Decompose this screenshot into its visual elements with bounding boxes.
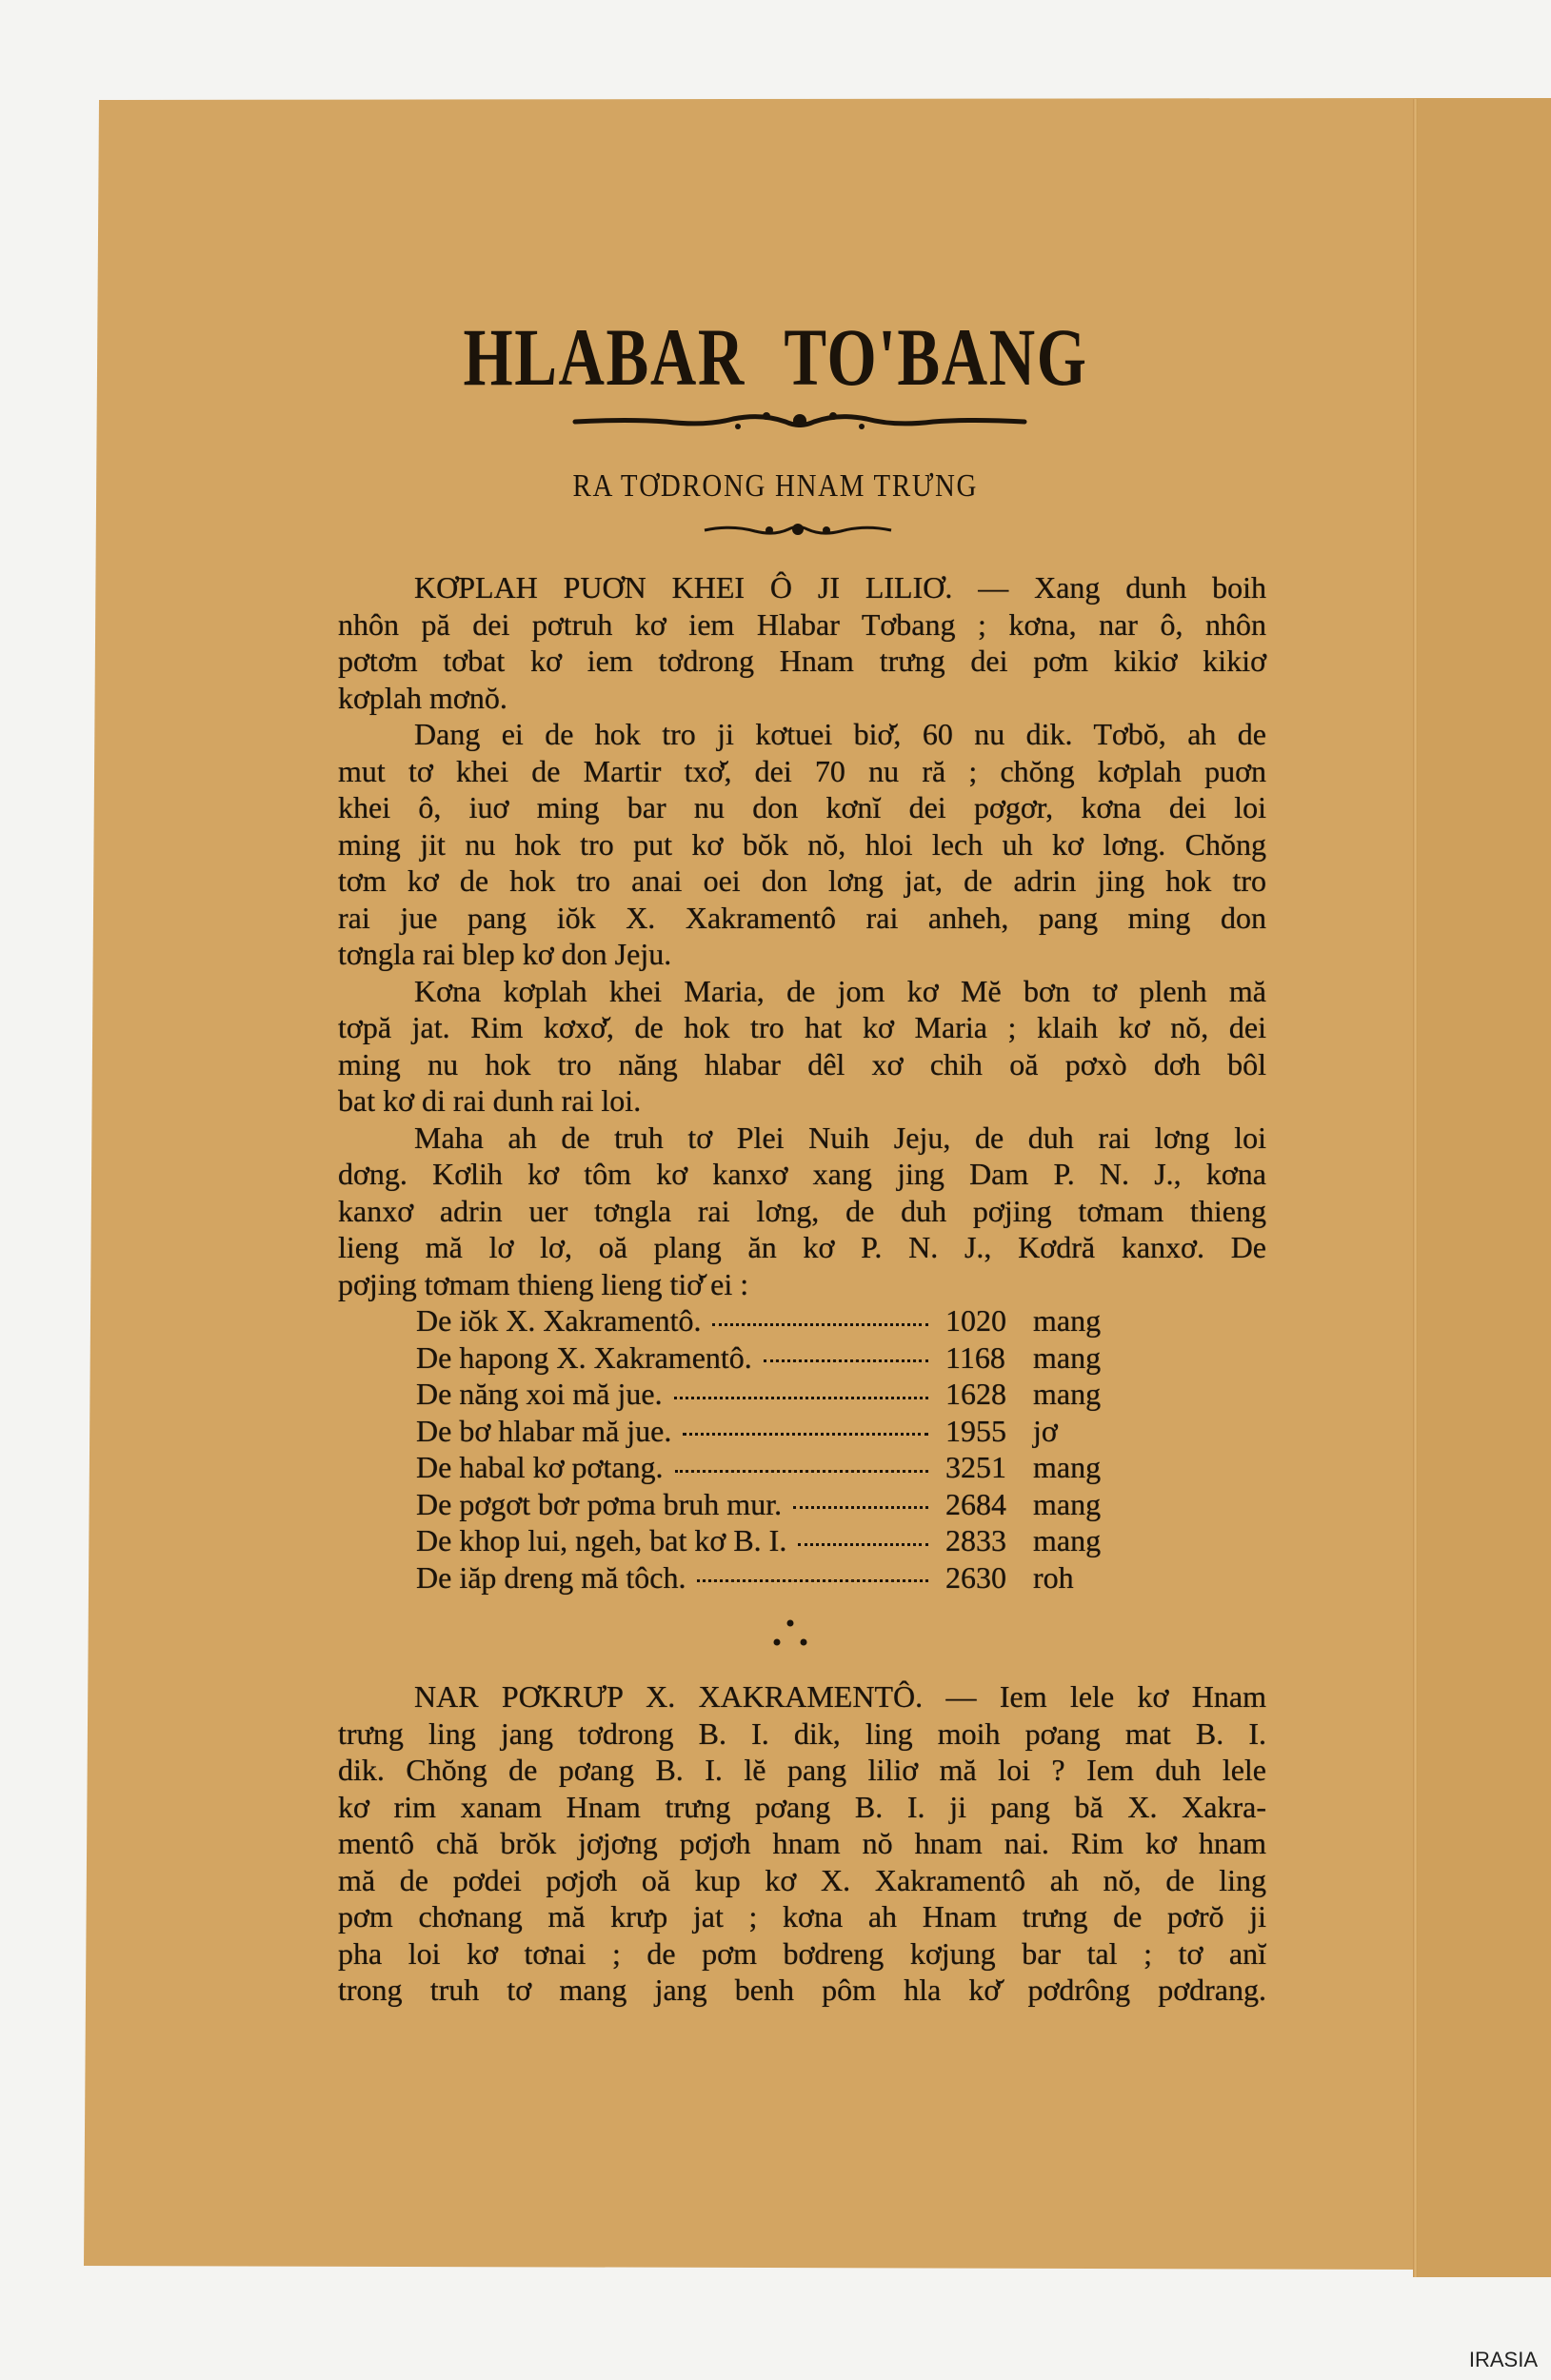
text-line: KƠPLAH PUƠN KHEI Ô JI LILIƠ. — Xang dunh boih bbox=[414, 570, 1266, 605]
table-row bbox=[338, 1486, 1195, 1523]
table-row bbox=[338, 1339, 1195, 1377]
dot-leader bbox=[764, 1352, 928, 1362]
text-line: trưng ling jang tơdrong B. I. dik, ling moih pơang mat B. I. bbox=[338, 1716, 1266, 1751]
table-row bbox=[338, 1449, 1195, 1486]
dot-leader bbox=[674, 1389, 928, 1399]
text-line: ming nu hok tro năng hlabar dêl xơ chih oă pơxò dơh bôl bbox=[338, 1046, 1266, 1081]
row-count: 1955 bbox=[945, 1413, 1006, 1448]
ornament-divider-large bbox=[571, 407, 1028, 436]
dot-leader bbox=[793, 1498, 928, 1509]
row-label: De habal kơ pơtang. bbox=[416, 1450, 664, 1484]
row-count: 1020 bbox=[945, 1303, 1006, 1338]
paragraph bbox=[338, 973, 1266, 1120]
subtitle-text: RA TƠDRONG HNAM TRƯNG bbox=[572, 468, 979, 504]
row-count: 2630 bbox=[945, 1559, 1006, 1595]
dot-leader bbox=[798, 1536, 928, 1546]
row-count: 1168 bbox=[945, 1339, 1005, 1375]
row-label: De khop lui, ngeh, bat kơ B. I. bbox=[416, 1523, 787, 1557]
page-fold bbox=[1413, 99, 1418, 2277]
ornament-divider-small bbox=[703, 519, 893, 542]
row-label: De hapong X. Xakramentô. bbox=[416, 1339, 752, 1375]
row-label: De bơ hlabar mă jue. bbox=[416, 1413, 672, 1448]
text-line: kơ rim xanam Hnam trưng pơang B. I. ji pang bă X. Xakra- bbox=[338, 1789, 1266, 1824]
watermark: IRASIA bbox=[1468, 2348, 1538, 2371]
text-line: ming jit nu hok tro put kơ bŏk nŏ, hloi lech uh kơ lơng. Chŏng bbox=[338, 826, 1266, 862]
row-count: 1628 bbox=[945, 1377, 1006, 1411]
dot-leader bbox=[697, 1572, 928, 1582]
text-line: dơng. Kơlih kơ tôm kơ kanxơ xang jing Dam P. N. J., kơna bbox=[338, 1157, 1266, 1191]
section-body-1 bbox=[338, 569, 1266, 1596]
row-unit: mang bbox=[1033, 1303, 1102, 1338]
text-line: khei ô, iuơ ming bar nu don kơnĭ dei pơgơr, kơna dei loi bbox=[338, 790, 1266, 824]
text-line: tơm kơ de hok tro anai oei don lơng jat, de adrin jing hok tro bbox=[338, 863, 1266, 898]
row-unit: mang bbox=[1033, 1486, 1102, 1521]
table-row bbox=[338, 1376, 1195, 1413]
section-body-2 bbox=[338, 1678, 1266, 2009]
text-line: tơngla rai blep kơ don Jeju. bbox=[338, 937, 672, 971]
asterism-separator bbox=[762, 1616, 819, 1654]
row-unit: mang bbox=[1033, 1339, 1102, 1375]
text-line: NAR PƠKRƯP X. XAKRAMENTÔ. — Iem lele kơ Hnam bbox=[414, 1679, 1266, 1714]
row-unit: mang bbox=[1033, 1450, 1102, 1484]
row-count: 3251 bbox=[945, 1450, 1006, 1484]
text-line: pơm chơnang mă krưp jat ; kơna ah Hnam trưng de pơrŏ ji bbox=[338, 1899, 1266, 1934]
dot-leader bbox=[712, 1316, 928, 1326]
text-line: dik. Chŏng de pơang B. I. lĕ pang liliơ mă loi ? Iem duh lele bbox=[338, 1753, 1266, 1787]
text-line: bat kơ di rai dunh rai loi. bbox=[338, 1083, 642, 1118]
row-label: De iăp dreng mă tôch. bbox=[416, 1559, 686, 1595]
table-row bbox=[338, 1413, 1195, 1450]
text-line: Kơna kơplah khei Maria, de jom kơ Mĕ bơn tơ plenh mă bbox=[414, 973, 1266, 1008]
tally-table bbox=[338, 1302, 1195, 1596]
text-line: tơpă jat. Rim kơxơ̆, de hok tro hat kơ Maria ; klaih kơ nŏ, dei bbox=[338, 1010, 1266, 1044]
page-subtitle bbox=[0, 468, 1551, 505]
text-line: nhôn pă dei pơtruh kơ iem Hlabar Tơbang ; kơna, nar ô, nhôn bbox=[338, 606, 1266, 642]
text-line: pơjing tơmam thieng lieng tiơ̆ ei : bbox=[338, 1266, 749, 1301]
title-text: HLABAR TO'BANG bbox=[463, 311, 1088, 403]
text-line: kơplah mơnŏ. bbox=[338, 680, 507, 715]
text-line: mă de pơdei pơjơh oă kup kơ X. Xakramentô ah nŏ, de ling bbox=[338, 1862, 1266, 1897]
table-row bbox=[338, 1559, 1195, 1597]
row-unit: jơ bbox=[1033, 1413, 1058, 1448]
row-label: De pơgơt bơr pơma bruh mur. bbox=[416, 1486, 783, 1521]
row-label: De iŏk X. Xakramentô. bbox=[416, 1303, 702, 1338]
dot-leader bbox=[683, 1425, 928, 1436]
text-line: lieng mă lơ lơ, oă plang ăn kơ P. N. J., Kơdră kanxơ. De bbox=[338, 1230, 1266, 1264]
dot-leader bbox=[675, 1462, 928, 1473]
text-line: trong truh tơ mang jang benh pôm hla kơ̆ pơdrông pơdrang. bbox=[338, 1973, 1266, 2007]
text-line: Dang ei de hok tro ji kơtuei biơ̆, 60 nu dik. Tơbŏ, ah de bbox=[414, 717, 1266, 751]
paragraph bbox=[338, 1120, 1266, 1303]
paragraph bbox=[338, 716, 1266, 973]
page-title bbox=[0, 311, 1551, 403]
row-unit: mang bbox=[1033, 1523, 1102, 1557]
table-row bbox=[338, 1302, 1195, 1339]
text-line: mentô chă brŏk jơjơng pơjơh hnam nŏ hnam nai. Rim kơ hnam bbox=[338, 1826, 1266, 1860]
text-line: pơtơm tơbat kơ iem tơdrong Hnam trưng dei pơm kikiơ kikiơ bbox=[338, 644, 1266, 678]
row-unit: mang bbox=[1033, 1377, 1102, 1411]
row-count: 2684 bbox=[945, 1486, 1006, 1521]
paragraph bbox=[338, 569, 1266, 716]
row-unit: roh bbox=[1033, 1559, 1074, 1595]
row-count: 2833 bbox=[945, 1523, 1006, 1557]
text-line: Maha ah de truh tơ Plei Nuih Jeju, de duh rai lơng loi bbox=[414, 1120, 1266, 1155]
text-line: mut tơ khei de Martir txơ̆, dei 70 nu ră ; chŏng kơplah puơn bbox=[338, 753, 1266, 788]
text-line: kanxơ adrin uer tơngla rai lơng, de duh pơjing tơmam thieng bbox=[338, 1193, 1266, 1228]
row-label: De năng xoi mă jue. bbox=[416, 1377, 663, 1411]
table-row bbox=[338, 1522, 1195, 1559]
text-line: rai jue pang iŏk X. Xakramentô rai anheh, pang ming don bbox=[338, 900, 1266, 935]
text-line: pha loi kơ tơnai ; de pơm bơdreng kơjung bar tal ; tơ anĭ bbox=[338, 1935, 1266, 1971]
